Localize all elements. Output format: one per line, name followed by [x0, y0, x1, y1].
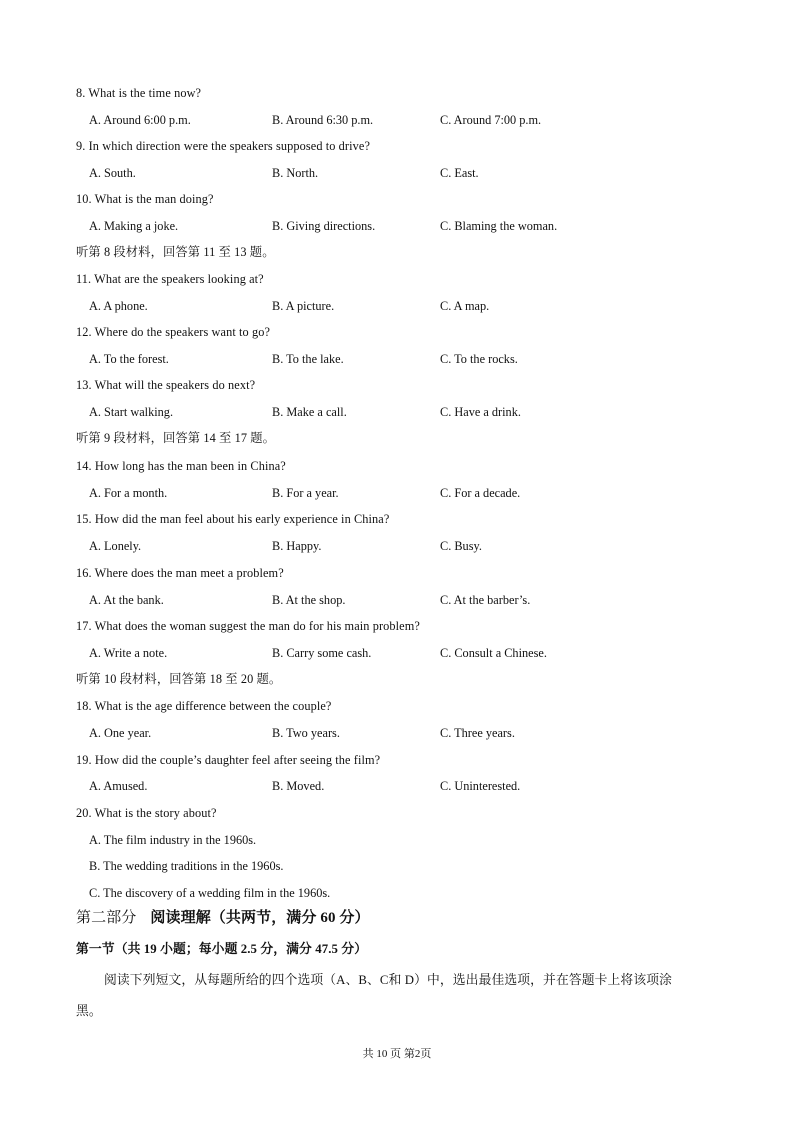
segment-9-instruction: 听第 9 段材料，回答第 14 至 17 题。 — [76, 431, 276, 445]
question-9: 9. In which direction were the speakers supposed to drive? — [76, 139, 371, 153]
question-12: 12. Where do the speakers want to go? — [76, 325, 271, 339]
q18-option-c: C. Three years. — [440, 726, 515, 740]
question-10: 10. What is the man doing? — [76, 192, 214, 206]
q10-option-c: C. Blaming the woman. — [440, 219, 558, 233]
directions-line-1: 阅读下列短文，从每题所给的四个选项（A、B、C和 D）中，选出最佳选项，并在答题卡上将该项涂 — [104, 973, 673, 987]
q19-option-b: B. Moved. — [272, 779, 325, 793]
question-20: 20. What is the story about? — [76, 806, 217, 820]
q9-option-a: A. South. — [89, 166, 136, 180]
q12-option-c: C. To the rocks. — [440, 352, 518, 366]
part-2-label: 第二部分 — [76, 910, 137, 926]
q11-option-b: B. A picture. — [272, 299, 335, 313]
question-11: 11. What are the speakers looking at? — [76, 272, 264, 286]
question-17: 17. What does the woman suggest the man do for his main problem? — [76, 619, 420, 633]
q16-option-a: A. At the bank. — [89, 593, 164, 607]
part-2-heading — [76, 910, 370, 926]
q19-option-a: A. Amused. — [89, 779, 148, 793]
q14-option-a: A. For a month. — [89, 486, 168, 500]
q15-option-c: C. Busy. — [440, 539, 482, 553]
q19-option-c: C. Uninterested. — [440, 779, 521, 793]
question-15: 15. How did the man feel about his early experience in China? — [76, 512, 390, 526]
q14-option-b: B. For a year. — [272, 486, 339, 500]
question-13: 13. What will the speakers do next? — [76, 378, 256, 392]
q12-option-b: B. To the lake. — [272, 352, 344, 366]
q9-option-c: C. East. — [440, 166, 479, 180]
q11-option-c: C. A map. — [440, 299, 490, 313]
q20-option-b: B. The wedding traditions in the 1960s. — [89, 859, 284, 873]
segment-10-instruction: 听第 10 段材料，回答第 18 至 20 题。 — [76, 672, 282, 686]
question-14: 14. How long has the man been in China? — [76, 459, 286, 473]
q18-option-b: B. Two years. — [272, 726, 340, 740]
q11-option-a: A. A phone. — [89, 299, 148, 313]
question-16: 16. Where does the man meet a problem? — [76, 566, 284, 580]
q17-option-a: A. Write a note. — [89, 646, 168, 660]
q16-option-b: B. At the shop. — [272, 593, 346, 607]
q17-option-b: B. Carry some cash. — [272, 646, 372, 660]
page-footer: 共 10 页 第2页 — [362, 1048, 432, 1060]
q13-option-b: B. Make a call. — [272, 405, 347, 419]
q9-option-b: B. North. — [272, 166, 319, 180]
q13-option-a: A. Start walking. — [89, 405, 174, 419]
segment-8-instruction: 听第 8 段材料，回答第 11 至 13 题。 — [76, 245, 275, 259]
section-1-heading: 第一节（共 19 小题；每小题 2.5 分，满分 47.5 分） — [76, 942, 368, 956]
q15-option-a: A. Lonely. — [89, 539, 142, 553]
q15-option-b: B. Happy. — [272, 539, 322, 553]
q10-option-a: A. Making a joke. — [89, 219, 179, 233]
question-8: 8. What is the time now? — [76, 86, 202, 100]
q8-option-a: A. Around 6:00 p.m. — [89, 113, 191, 127]
q17-option-c: C. Consult a Chinese. — [440, 646, 547, 660]
q8-option-b: B. Around 6:30 p.m. — [272, 113, 374, 127]
q16-option-c: C. At the barber’s. — [440, 593, 531, 607]
part-2-title: 阅读理解（共两节，满分 60 分） — [150, 910, 370, 926]
q20-option-a: A. The film industry in the 1960s. — [89, 833, 257, 847]
q20-option-c: C. The discovery of a wedding film in the 1960s. — [89, 886, 331, 900]
q12-option-a: A. To the forest. — [89, 352, 169, 366]
q8-option-c: C. Around 7:00 p.m. — [440, 113, 542, 127]
q10-option-b: B. Giving directions. — [272, 219, 376, 233]
directions-line-2: 黑。 — [76, 1004, 102, 1018]
q14-option-c: C. For a decade. — [440, 486, 521, 500]
question-18: 18. What is the age difference between the couple? — [76, 699, 332, 713]
q13-option-c: C. Have a drink. — [440, 405, 521, 419]
question-19: 19. How did the couple’s daughter feel after seeing the film? — [76, 753, 381, 767]
q18-option-a: A. One year. — [89, 726, 152, 740]
